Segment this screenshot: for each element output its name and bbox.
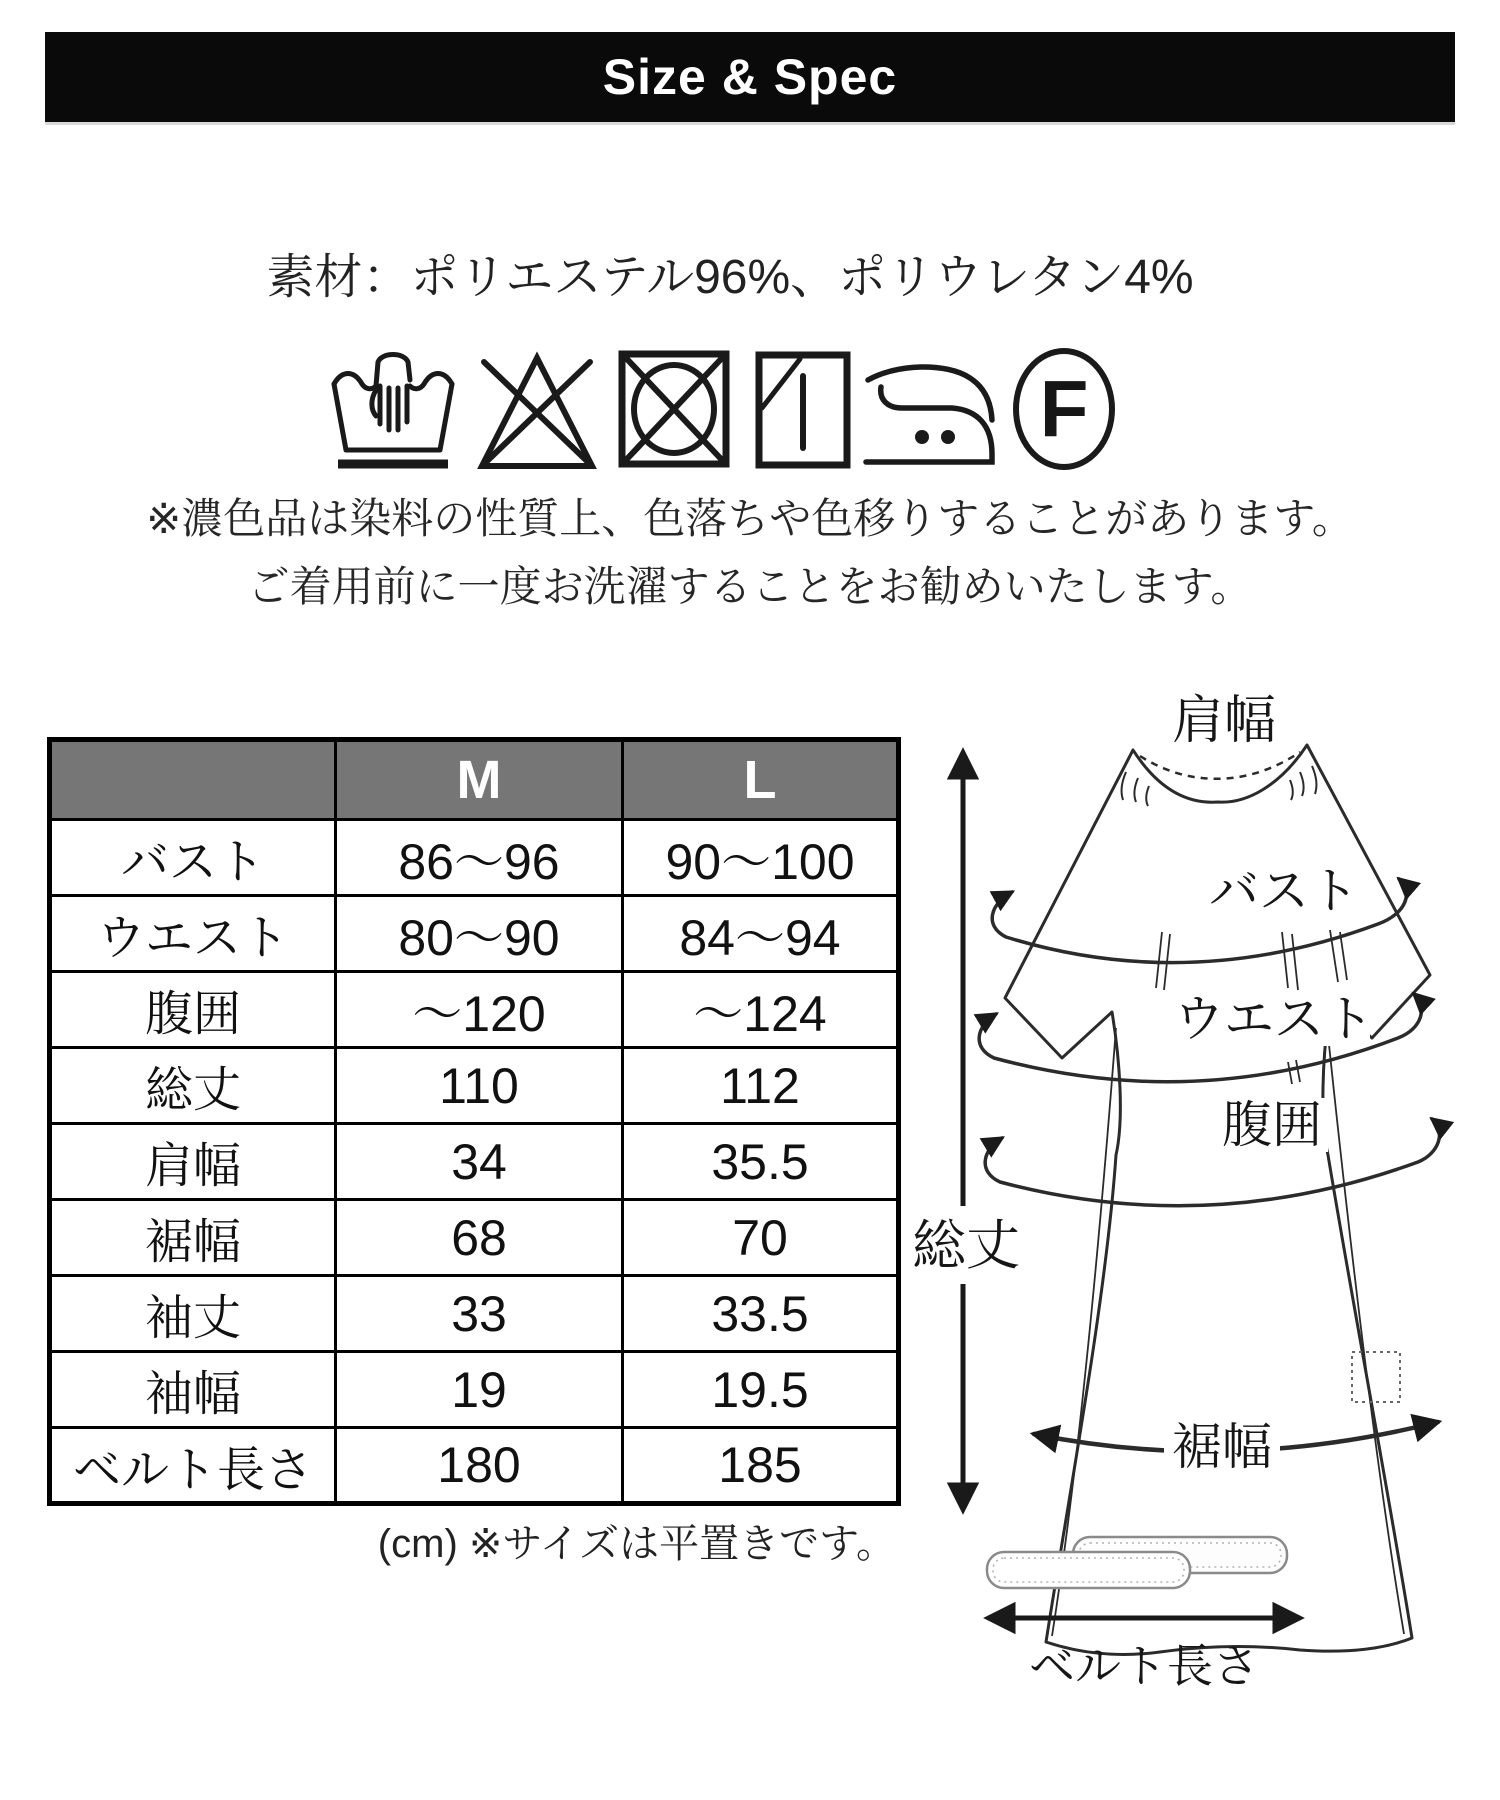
- row-label: 袖丈: [50, 1276, 336, 1352]
- do-not-bleach-icon: [474, 350, 600, 472]
- table-row-shoulder: [50, 1124, 899, 1200]
- size-table-header-row: [50, 740, 899, 820]
- row-label: 総丈: [50, 1048, 336, 1124]
- shoulder-width-label: 肩幅: [1171, 692, 1277, 750]
- dry-clean-f-icon: [1010, 346, 1118, 472]
- row-label: 袖幅: [50, 1352, 336, 1428]
- value-l: 70: [623, 1200, 899, 1276]
- value-m: 86〜96: [336, 820, 623, 896]
- row-label: ウエスト: [50, 896, 336, 972]
- material-text: 素材：ポリエステル96%、ポリウレタン4%: [266, 251, 1194, 304]
- belt-length-label: ベルト長さ: [1029, 1640, 1259, 1692]
- size-table: [47, 737, 901, 1506]
- row-label: バスト: [50, 820, 336, 896]
- hand-wash-icon: [328, 346, 458, 474]
- title-bar: [45, 32, 1455, 125]
- value-l: 19.5: [623, 1352, 899, 1428]
- table-row-length: [50, 1048, 899, 1124]
- total-length-arrow: [908, 752, 1024, 1510]
- total-length-label: 総丈: [912, 1216, 1020, 1276]
- value-l: 90〜100: [623, 820, 899, 896]
- value-m: 19: [336, 1352, 623, 1428]
- row-label: 裾幅: [50, 1200, 336, 1276]
- value-l: 185: [623, 1428, 899, 1504]
- unit-note: (cm) ※サイズは平置きです。: [377, 1522, 896, 1566]
- value-l: 〜124: [623, 972, 899, 1048]
- col-header-m: M: [336, 740, 623, 820]
- corner-cell: [50, 740, 336, 820]
- value-m: 34: [336, 1124, 623, 1200]
- value-l: 33.5: [623, 1276, 899, 1352]
- dress-diagram: [900, 580, 1500, 1720]
- value-m: 68: [336, 1200, 623, 1276]
- hem-width-label: 裾幅: [1172, 1419, 1272, 1475]
- row-label: 腹囲: [50, 972, 336, 1048]
- table-row-waist: [50, 896, 899, 972]
- waist-label: ウエスト: [1174, 991, 1374, 1047]
- table-row-belly: [50, 972, 899, 1048]
- value-l: 35.5: [623, 1124, 899, 1200]
- value-m: 33: [336, 1276, 623, 1352]
- table-row-hem: [50, 1200, 899, 1276]
- do-not-tumble-dry-icon: [616, 346, 732, 472]
- belly-label: 腹囲: [1222, 1097, 1322, 1153]
- value-m: 110: [336, 1048, 623, 1124]
- bust-label: バスト: [1209, 863, 1359, 919]
- page-title: Size & Spec: [602, 49, 898, 105]
- value-m: 180: [336, 1428, 623, 1504]
- value-m: 80〜90: [336, 896, 623, 972]
- col-header-l: L: [623, 740, 899, 820]
- value-l: 84〜94: [623, 896, 899, 972]
- iron-medium-icon: [862, 360, 996, 470]
- table-row-sleeve-length: [50, 1276, 899, 1352]
- table-row-sleeve-width: [50, 1352, 899, 1428]
- table-row-belt-length: [50, 1428, 899, 1504]
- dye-warning-line1: ※濃色品は染料の性質上、色落ちや色移りすることがあります。: [146, 495, 1354, 542]
- row-label: 肩幅: [50, 1124, 336, 1200]
- row-label: ベルト長さ: [50, 1428, 336, 1504]
- dry-clean-f-letter: F: [1039, 364, 1089, 453]
- value-l: 112: [623, 1048, 899, 1124]
- care-icons-row: [328, 336, 1128, 470]
- table-row-bust: [50, 820, 899, 896]
- dye-warning-line2: ご着用前に一度お洗濯することをお勧めいたします。: [247, 563, 1253, 610]
- line-dry-in-shade-icon: [754, 348, 852, 472]
- value-m: 〜120: [336, 972, 623, 1048]
